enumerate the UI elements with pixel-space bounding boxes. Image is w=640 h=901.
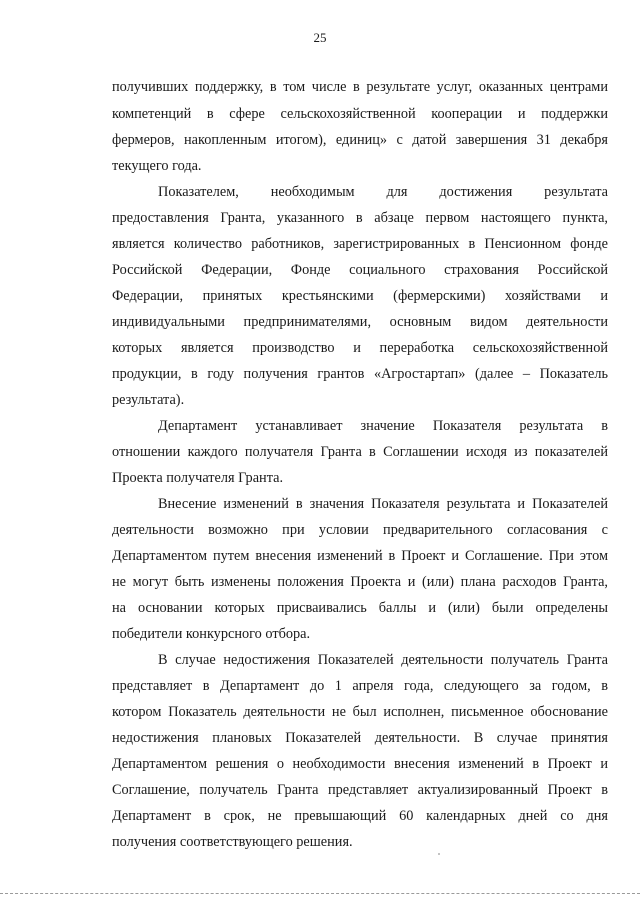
text-line: продукции, в году получения грантов «Агростартап» (далее – Показатель — [112, 366, 608, 382]
text-line: фермеров, накопленным итогом), единиц» с датой завершения 31 декабря — [112, 132, 608, 148]
text-line: Соглашение, получатель Гранта представляет актуализированный Проект в — [112, 782, 608, 798]
text-line: является количество работников, зарегистрированных в Пенсионном фонде — [112, 236, 608, 252]
text-line: Федерации, принятых крестьянскими (фермерскими) хозяйствами и — [112, 288, 608, 304]
page-number: 25 — [313, 30, 327, 45]
scan-edge-rule — [0, 893, 640, 894]
text-line: недостижения плановых Показателей деятельности. В случае принятия — [112, 730, 608, 746]
text-line: Департаментом решения о необходимости внесения изменений в Проект и — [112, 756, 608, 772]
text-line: представляет в Департамент до 1 апреля года, следующего за годом, в — [112, 678, 608, 694]
text-line: Проекта получателя Гранта. — [112, 470, 284, 486]
text-line: отношении каждого получателя Гранта в Соглашении исходя из показателей — [112, 444, 608, 460]
text-line: не могут быть изменены положения Проекта и (или) плана расходов Гранта, — [112, 574, 608, 590]
text-line: Департаментом путем внесения изменений в Проект и Соглашение. При этом — [112, 548, 608, 564]
text-line: текущего года. — [112, 158, 202, 174]
text-line: победители конкурсного отбора. — [112, 626, 311, 642]
text-line: результата). — [112, 392, 185, 408]
text-line: компетенций в сфере сельскохозяйственной кооперации и поддержки — [112, 106, 608, 122]
text-line: на основании которых присваивались баллы и (или) были определены — [112, 600, 608, 616]
text-line: Внесение изменений в значения Показателя результата и Показателей — [158, 496, 608, 512]
text-line: индивидуальными предпринимателями, основным видом деятельности — [112, 314, 608, 330]
text-line: Российской Федерации, Фонде социального страхования Российской — [112, 262, 608, 278]
text-line: В случае недостижения Показателей деятельности получатель Гранта — [158, 652, 608, 668]
text-line: Показателем, необходимым для достижения результата — [158, 184, 608, 200]
text-line: предоставления Гранта, указанного в абзаце первом настоящего пункта, — [112, 210, 608, 226]
text-line: Департамент устанавливает значение Показателя результата в — [158, 418, 608, 434]
text-line: котором Показатель деятельности не был исполнен, письменное обоснование — [112, 704, 608, 720]
text-line: получения соответствующего решения. — [112, 834, 353, 850]
text-line: деятельности возможно при условии предварительного согласования с — [112, 522, 608, 538]
text-line: Департамент в срок, не превышающий 60 календарных дней со дня — [112, 808, 608, 824]
text-line: которых является производство и переработка сельскохозяйственной — [112, 340, 608, 356]
scan-speck — [438, 853, 440, 855]
text-line: получивших поддержку, в том числе в результате услуг, оказанных центрами — [112, 79, 608, 95]
